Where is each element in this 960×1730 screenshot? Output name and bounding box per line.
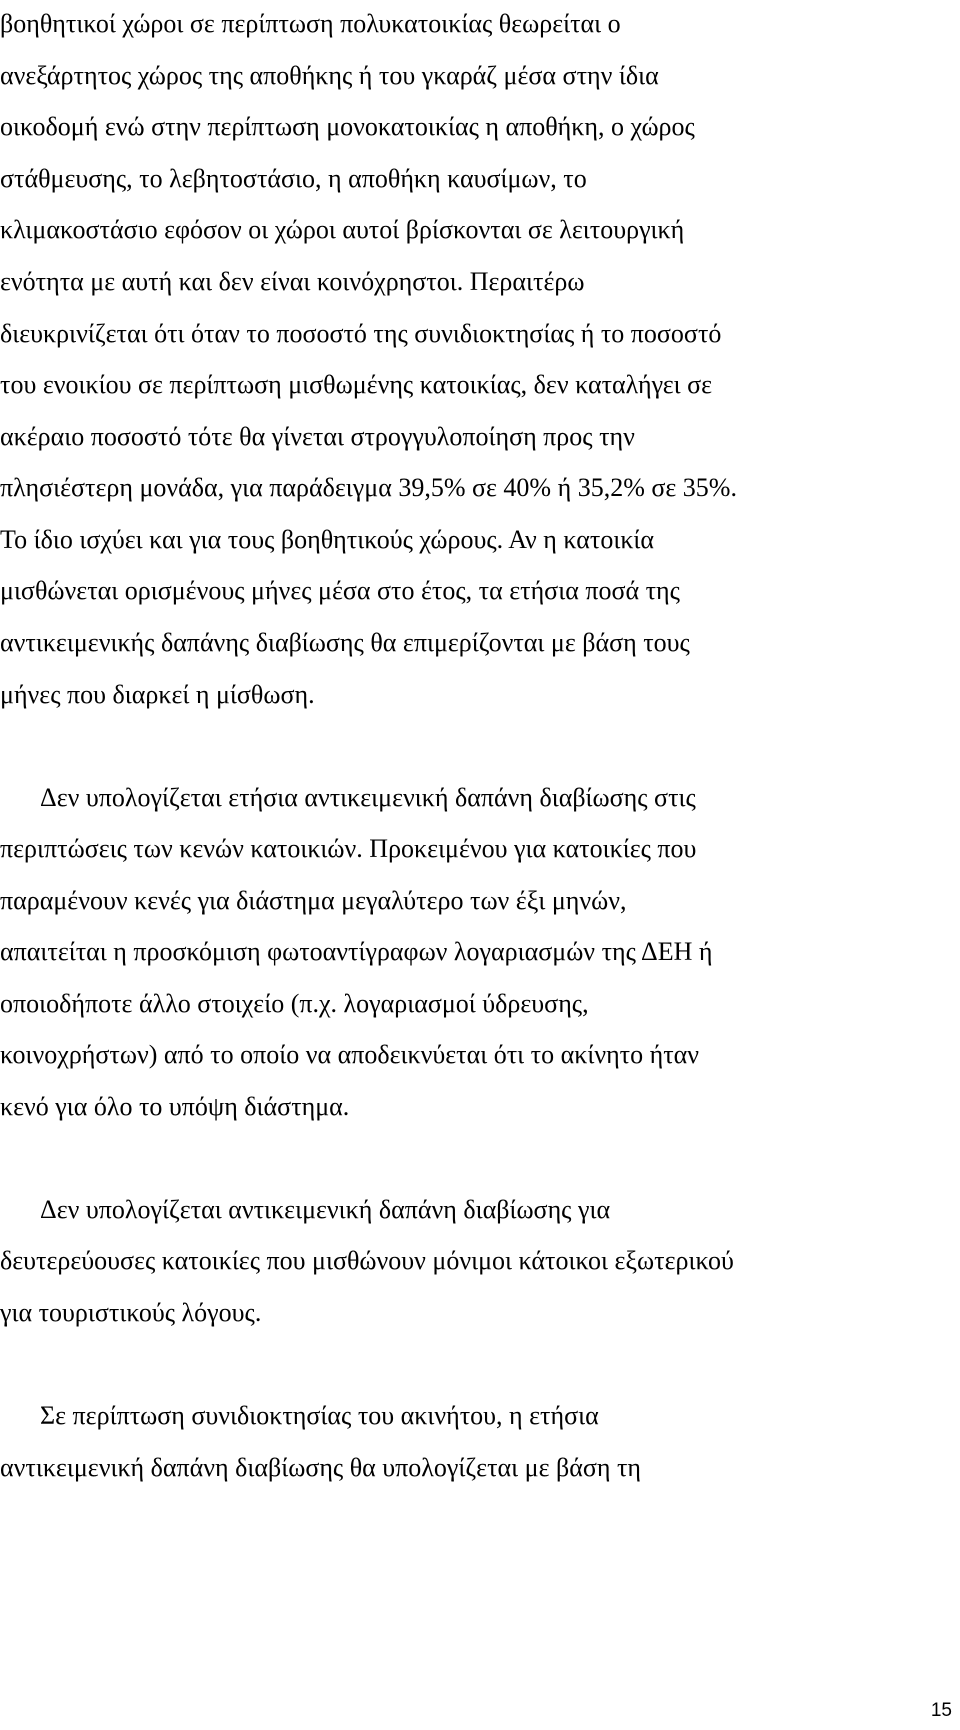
page-number: 15 <box>930 1700 952 1721</box>
text-line: ακέραιο ποσοστό τότε θα γίνεται στρογγυλοποίηση προς την <box>0 422 635 451</box>
text-line: Το ίδιο ισχύει και για τους βοηθητικούς χώρους. Αν η κατοικία <box>0 525 655 554</box>
text-line: Δεν υπολογίζεται αντικειμενική δαπάνη διαβίωσης για <box>40 1195 611 1224</box>
text-line: οποιοδήποτε άλλο στοιχείο (π.χ. λογαριασμοί ύδρευσης, <box>0 989 589 1018</box>
text-line: αντικειμενική δαπάνη διαβίωσης θα υπολογίζεται με βάση τη <box>0 1453 642 1482</box>
text-line: οικοδομή ενώ στην περίπτωση μονοκατοικίας η αποθήκη, ο χώρος <box>0 112 695 141</box>
text-line: κοινοχρήστων) από το οποίο να αποδεικνύεται ότι το ακίνητο ήταν <box>0 1040 700 1069</box>
text-line: Σε περίπτωση συνιδιοκτησίας του ακινήτου, η ετήσια <box>40 1401 599 1430</box>
text-line: κενό για όλο το υπόψη διάστημα. <box>0 1092 350 1121</box>
text-line: του ενοικίου σε περίπτωση μισθωμένης κατοικίας, δεν καταλήγει σε <box>0 370 713 399</box>
text-line: κλιμακοστάσιο εφόσον οι χώροι αυτοί βρίσκονται σε λειτουργική <box>0 215 685 244</box>
text-line: μισθώνεται ορισμένους μήνες μέσα στο έτος, τα ετήσια ποσά της <box>0 576 680 605</box>
text-line: πλησιέστερη μονάδα, για παράδειγμα 39,5% σε 40% ή 35,2% σε 35%. <box>0 473 737 502</box>
text-line: διευκρινίζεται ότι όταν το ποσοστό της συνιδιοκτησίας ή το ποσοστό <box>0 319 722 348</box>
text-line: περιπτώσεις των κενών κατοικιών. Προκειμένου για κατοικίες που <box>0 834 697 863</box>
text-line: παραμένουν κενές για διάστημα μεγαλύτερο των έξι μηνών, <box>0 886 627 915</box>
text-line: αντικειμενικής δαπάνης διαβίωσης θα επιμερίζονται με βάση τους <box>0 628 690 657</box>
text-line: ενότητα με αυτή και δεν είναι κοινόχρηστοι. Περαιτέρω <box>0 267 585 296</box>
text-line: δευτερεύουσες κατοικίες που μισθώνουν μόνιμοι κάτοικοι εξωτερικού <box>0 1246 734 1275</box>
text-line: ανεξάρτητος χώρος της αποθήκης ή του γκαράζ μέσα στην ίδια <box>0 61 659 90</box>
text-line: για τουριστικούς λόγους. <box>0 1298 262 1327</box>
text-line: στάθμευσης, το λεβητοστάσιο, η αποθήκη καυσίμων, το <box>0 164 587 193</box>
text-line: βοηθητικοί χώροι σε περίπτωση πολυκατοικίας θεωρείται ο <box>0 9 621 38</box>
text-line: μήνες που διαρκεί η μίσθωση. <box>0 680 315 709</box>
text-line: Δεν υπολογίζεται ετήσια αντικειμενική δαπάνη διαβίωσης στις <box>40 783 696 812</box>
text-line: απαιτείται η προσκόμιση φωτοαντίγραφων λογαριασμών της ΔΕΗ ή <box>0 937 713 966</box>
